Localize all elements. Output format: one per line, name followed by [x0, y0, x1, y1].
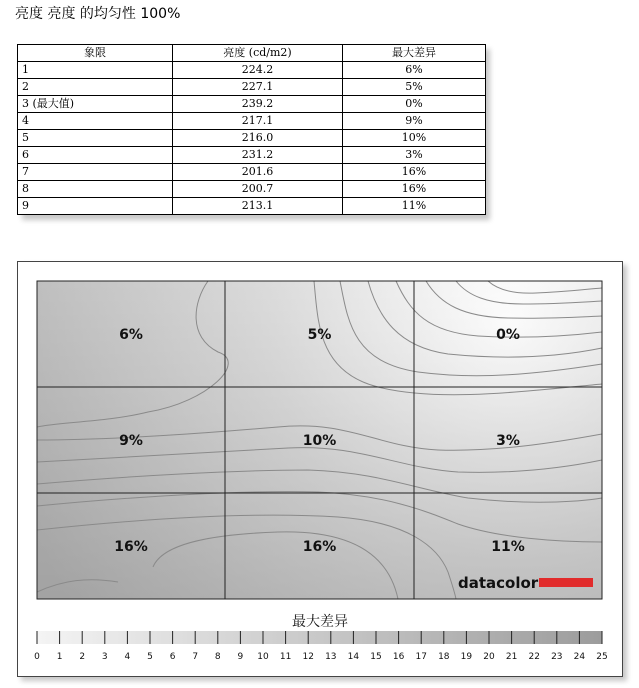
scale-tick-label: 25 [596, 652, 608, 662]
scale-tick-label: 15 [370, 652, 382, 662]
quadrant-cell: 9 [18, 198, 173, 215]
quadrant-cell: 2 [18, 79, 173, 96]
luminance-cell: 231.2 [173, 147, 343, 164]
scale-tick-label: 23 [551, 652, 563, 662]
max-diff-cell: 11% [343, 198, 486, 215]
header-quadrant: 象限 [18, 45, 173, 62]
scale-tick-label: 22 [528, 652, 540, 662]
scale-tick-label: 3 [101, 652, 108, 662]
table-row [18, 198, 486, 215]
max-diff-cell: 3% [343, 147, 486, 164]
scale-tick-label: 24 [573, 652, 586, 662]
scale-tick-label: 10 [257, 652, 269, 662]
scale-tick-label: 12 [302, 652, 314, 662]
quadrant-cell: 4 [18, 113, 173, 130]
scale-tick-label: 20 [483, 652, 495, 662]
table-header-row [18, 45, 486, 62]
table-row [18, 62, 486, 79]
scale-title: 最大差异 [292, 614, 348, 630]
luminance-cell: 216.0 [173, 130, 343, 147]
max-diff-cell: 16% [343, 181, 486, 198]
luminance-cell: 200.7 [173, 181, 343, 198]
quadrant-cell: 8 [18, 181, 173, 198]
luminance-cell: 201.6 [173, 164, 343, 181]
table-row [18, 113, 486, 130]
table-row [18, 79, 486, 96]
quadrant-cell: 5 [18, 130, 173, 147]
max-diff-cell: 0% [343, 96, 486, 113]
quadrant-cell: 1 [18, 62, 173, 79]
quadrant-label: 9% [119, 433, 143, 449]
uniformity-table [17, 44, 486, 215]
scale-tick-label: 21 [505, 652, 518, 662]
max-diff-cell: 5% [343, 79, 486, 96]
quadrant-label: 5% [307, 327, 332, 343]
quadrant-label: 11% [491, 539, 525, 555]
max-diff-cell: 10% [343, 130, 486, 147]
scale-tick-label: 7 [192, 652, 199, 662]
scale-tick-label: 2 [79, 652, 86, 662]
scale-tick-label: 17 [415, 652, 427, 662]
uniformity-table-container [17, 44, 485, 215]
table-row [18, 181, 486, 198]
luminance-cell: 227.1 [173, 79, 343, 96]
quadrant-label: 0% [496, 327, 520, 343]
scale-tick-label: 19 [460, 652, 473, 662]
table-row [18, 130, 486, 147]
uniformity-chart-panel [17, 261, 623, 677]
quadrant-label: 10% [302, 433, 337, 449]
quadrant-cell: 7 [18, 164, 173, 181]
scale-tick-label: 11 [279, 652, 292, 662]
scale-tick-label: 5 [147, 652, 153, 662]
color-scale [34, 631, 608, 662]
quadrant-label: 16% [114, 539, 148, 555]
table-row [18, 164, 486, 181]
page-title: 亮度 亮度 的均匀性 100% [15, 6, 181, 22]
logo-text: datacolor [458, 574, 539, 592]
scale-tick-label: 18 [438, 652, 450, 662]
scale-tick-label: 4 [124, 652, 131, 662]
max-diff-cell: 16% [343, 164, 486, 181]
header-luminance: 亮度 (cd/m2) [173, 45, 343, 62]
scale-tick-label: 16 [392, 652, 405, 662]
scale-tick-label: 0 [34, 652, 40, 662]
scale-tick-label: 13 [325, 652, 337, 662]
quadrant-label: 3% [496, 433, 520, 449]
max-diff-cell: 9% [343, 113, 486, 130]
uniformity-heatmap [18, 262, 622, 676]
max-diff-cell: 6% [343, 62, 486, 79]
luminance-cell: 213.1 [173, 198, 343, 215]
luminance-cell: 239.2 [173, 96, 343, 113]
quadrant-cell: 3 (最大值) [18, 96, 173, 113]
quadrant-label: 6% [119, 327, 143, 343]
table-row [18, 147, 486, 164]
scale-tick-label: 6 [169, 652, 176, 662]
heatmap-area [37, 281, 602, 599]
scale-tick-label: 1 [56, 652, 63, 662]
luminance-cell: 217.1 [173, 113, 343, 130]
quadrant-label: 16% [302, 539, 337, 555]
luminance-cell: 224.2 [173, 62, 343, 79]
scale-tick-label: 14 [347, 652, 360, 662]
scale-tick-label: 8 [214, 652, 221, 662]
scale-gradient-bar [37, 631, 602, 644]
quadrant-cell: 6 [18, 147, 173, 164]
header-max-diff: 最大差异 [343, 45, 486, 62]
logo-red-bar [539, 578, 593, 587]
scale-tick-label: 9 [237, 652, 244, 662]
table-row [18, 96, 486, 113]
